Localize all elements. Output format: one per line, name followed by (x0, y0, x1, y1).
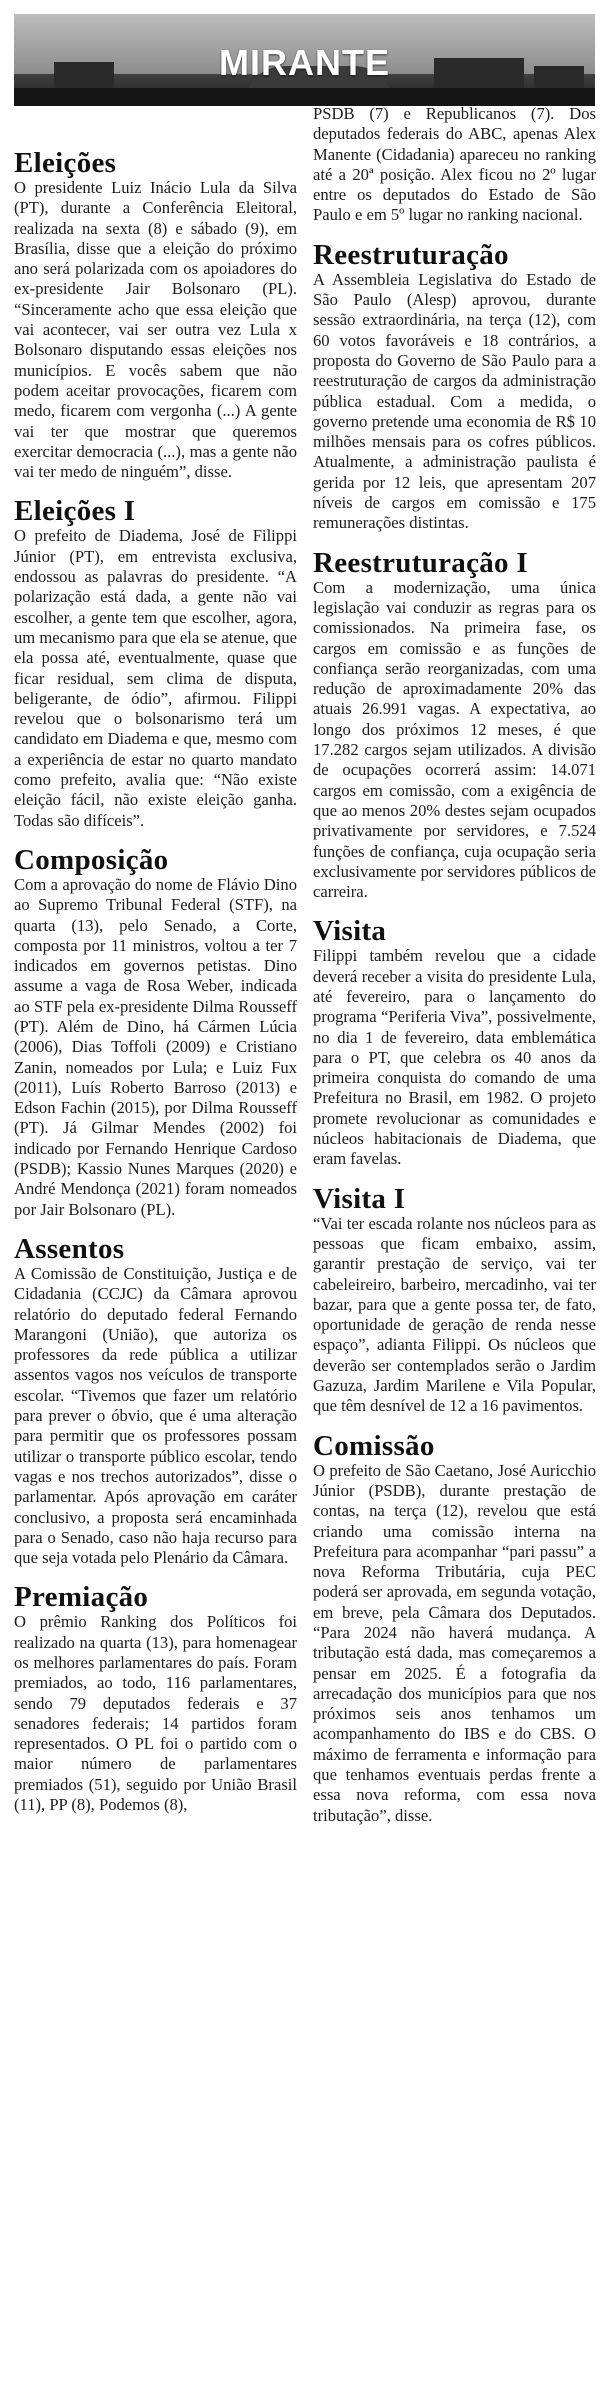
news-heading: Visita (313, 915, 387, 948)
news-item-eleicoes (14, 148, 297, 482)
news-item-comissao (313, 1431, 596, 1826)
news-body: Com a modernização, uma única legislação vai conduzir as regras para os comissionados. Na primeira fase, os cargos em comissão e as funções de confiança serão reorganizadas, com uma redução de aproximadamente 20% das atuais 26.991 vagas. A expectativa, ao longo dos próximos 12 meses, é que 17.282 cargos sejam utilizados. A divisão de ocupações ocorrerá assim: 14.071 cargos em comissão, com a exigência de que ao menos 20% destes sejam ocupados privativamente por servidores, e 7.524 funções de confiança, cuja ocupação seria exclusivamente por servidores públicos de carreira. (313, 577, 596, 902)
news-heading: Premiação (14, 1581, 149, 1614)
news-heading: Eleições (14, 147, 117, 179)
news-body: O prefeito de Diadema, José de Filippi Júnior (PT), em entrevista exclusiva, endossou as palavras do presidente. “A polarização está dada, a gente não vai escolher, a gente tem que escolher, agora, um mecanismo para que ela se atenue, que ela possa até, eventualmente, quase que ficar residual, sem clima de disputa, beligerante, de ódio”, afirmou. Filippi revelou que o bolsonarismo terá um candidato em Diadema e que, mesmo com a experiência de estar no quarto mandato como prefeito, avalia que: “Não existe eleição fácil, não existe eleição ganha. Todas são difíceis”. (14, 526, 297, 830)
news-body: O prefeito de São Caetano, José Auricchio Júnior (PSDB), durante prestação de contas, na terça (12), revelou que está criando uma comissão interna na Prefeitura para acompanhar “pari passu” a nova Reforma Tributária, cuja PEC poderá ser aprovada, em segunda votação, em breve, pela Câmara dos Deputados. “Para 2024 não haverá mudança. A tributação está dada, mas começaremos a pensar em 2025. É a fotografia da arrecadação dos municípios para que nos próximos seis anos tenhamos um acompanhamento do IBS e do CBS. O máximo de ferramenta e informação para que tenhamos eventuais perdas frente a essa nova reforma, com essa nova tributação”, disse. (313, 1460, 596, 1825)
news-body: O prêmio Ranking dos Políticos foi realizado na quarta (13), para homenagear os melhores parlamentares do país. Foram premiados, ao todo, 116 parlamentares, sendo 79 deputados federais e 37 senadores federais; 14 partidos foram representados. O PL foi o partido com o maior número de parlamentares premiados (51), seguido por União Brasil (11), PP (8), Podemos (8), (14, 1612, 297, 1815)
news-heading: Eleições I (14, 495, 136, 528)
news-body: Com a aprovação do nome de Flávio Dino ao Supremo Tribunal Federal (STF), na quarta (13), pelo Senado, a Corte, composta por 11 ministros, voltou a ter 7 indicados em governos petistas. Dino assume a vaga de Rosa Weber, indicada ao STF pela ex-presidente Dilma Rousseff (PT). Além de Dino, há Cármen Lúcia (2006), Dias Toffoli (2009) e Cristiano Zanin, nomeados por Lula; e Luiz Fux (2011), Luís Roberto Barroso (2013) e Edson Fachin (2015), por Dilma Rousseff (PT). Já Gilmar Mendes (2002) foi indicado por Fernando Henrique Cardoso (PSDB); Kassio Nunes Marques (2020) e André Mendonça (2021) foram nomeados por Jair Bolsonaro (PL). (14, 874, 297, 1219)
masthead-banner (14, 14, 595, 106)
left-column (14, 112, 297, 1815)
news-heading: Composição (14, 843, 169, 876)
news-heading: Reestruturação I (313, 546, 528, 579)
news-body: PSDB (7) e Republicanos (7). Dos deputados federais do ABC, apenas Alex Manente (Cidadania) apareceu no ranking até a 20ª posição. Alex ficou no 2º lugar entre os deputados do Estado de São Paulo e em 5º lugar no ranking nacional. (313, 104, 596, 225)
right-column (313, 104, 596, 1826)
news-item-assentos (14, 1234, 297, 1568)
news-item-reestruturacao-i (313, 548, 596, 903)
news-item-premiacao (14, 1582, 297, 1815)
news-body: A Comissão de Constituição, Justiça e de Cidadania (CCJC) da Câmara aprovou relatório do deputado federal Fernando Marangoni (União), que autoriza os professores da rede pública a utilizar assentos vagos nos veículos de transporte escolar. “Tivemos que fazer um relatório para prever o óbvio, que é uma alteração para permitir que os professores possam utilizar o transporte público escolar, tendo vagas e nos trechos autorizados”, disse o parlamentar. Após aprovação em caráter conclusivo, a proposta será encaminhada para o Senado, caso não haja recurso para que seja votada pelo Plenário da Câmara. (14, 1263, 297, 1568)
news-item-eleicoes-i (14, 496, 297, 830)
news-item-premiacao-continued (313, 104, 596, 226)
news-item-composicao (14, 845, 297, 1220)
news-heading: Comissão (313, 1429, 435, 1462)
news-body: Filippi também revelou que a cidade deverá receber a visita do presidente Lula, até fevereiro, para o lançamento do programa “Periferia Viva”, possivelmente, no dia 1 de fevereiro, data emblemática para o PT, que celebra os 40 anos da primeira conquista do comando de uma Prefeitura no Brasil, em 1982. O projeto promete revolucionar as comunidades e núcleos habitacionais de Diadema, que eram favelas. (313, 946, 596, 1169)
news-body: O presidente Luiz Inácio Lula da Silva (PT), durante a Conferência Eleitoral, realizada na sexta (8) e sábado (9), em Brasília, disse que a eleição do próximo ano será polarizada com os apoiadores do ex-presidente Jair Bolsonaro (PL). “Sinceramente acho que essa eleição que vai acontecer, vai ser outra vez Lula x Bolsonaro disputando essas eleições nos municípios. E vocês sabem que não podem aceitar provocações, ficarem com medo, ficarem com vergonha (...) A gente vai ter que mostrar que queremos exercitar democracia (...), mas a gente não vai ter medo de ninguém”, disse. (14, 178, 297, 482)
news-item-reestruturacao (313, 240, 596, 534)
news-heading: Visita I (313, 1182, 406, 1215)
news-body: “Vai ter escada rolante nos núcleos para as pessoas que ficam embaixo, assim, garantir prestação de serviço, vai ter cabeleireiro, barbeiro, mercadinho, vai ter bazar, para que a gente possa ter, de fato, oportunidade de geração de renda nesse espaço”, adianta Filippi. Os núcleos que deverão ser contemplados serão o Jardim Gazuza, Jardim Marilene e Vila Popular, que têm desnível de 12 a 16 pavimentos. (313, 1213, 596, 1416)
news-heading: Reestruturação (313, 238, 509, 271)
news-heading: Assentos (14, 1232, 125, 1265)
column-title: MIRANTE (219, 42, 390, 83)
news-item-visita (313, 916, 596, 1169)
news-item-visita-i (313, 1184, 596, 1417)
news-body: A Assembleia Legislativa do Estado de São Paulo (Alesp) aprovou, durante sessão extraordinária, na terça (12), com 60 votos favoráveis e 18 contrários, a proposta do Governo de São Paulo para a reestruturação de cargos da administração pública estadual. Com a medida, o governo pretende uma economia de R$ 10 milhões mensais para os cofres públicos. Atualmente, a administração paulista é gerida por 12 leis, que apresentam 207 níveis de cargos em comissão e 175 remunerações distintas. (313, 269, 596, 533)
